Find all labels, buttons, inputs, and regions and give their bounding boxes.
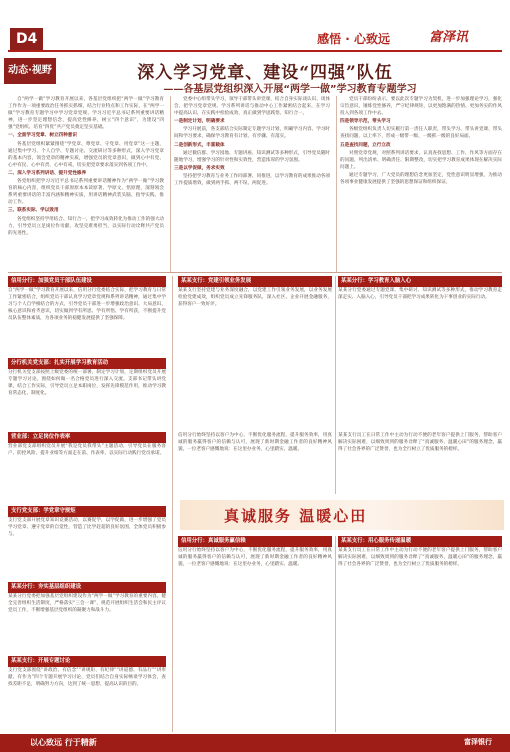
main-article-column-2 xyxy=(174,96,330,270)
article-paragraph: 党员干部纷纷表示，要以此次专题学习为契机，进一步加强理论学习，强化宗旨意识，锤炼党性修养，严守纪律规矩，以更加饱满的热情、更加务实的作风投入到各项工作中去。 xyxy=(340,97,502,117)
column-tag: 动态·视野 xyxy=(4,58,56,84)
story-body: 营业部党支部组织党员开展“我是党员我带头”主题活动，引导党员在服务客户、防控风险、提升业绩等方面走在前、作表率，以实际行动践行党员承诺。 xyxy=(8,444,166,457)
story-block xyxy=(8,432,166,502)
brand-logo-text: 富泽讯 xyxy=(428,30,468,45)
article-paragraph: 坚持把学习教育与业务工作同部署、同推进，以学习教育的成果推动各项工作提质增效，做到两手抓、两不误、两促进。 xyxy=(174,173,330,187)
story-block xyxy=(8,276,166,354)
story-title: 支行党支部：学党章守规矩 xyxy=(8,506,166,517)
article-paragraph: 通过专题学习，广大党员的理想信念更加坚定，党性意识明显增强，为推动各项事业健康发展提供了坚强的思想保证和组织保证。 xyxy=(340,172,502,186)
column-divider xyxy=(336,96,337,272)
article-subheading: 三是以学促做，务求实效 xyxy=(174,165,225,171)
story-title: 某某支行：用心服务传递温暖 xyxy=(338,536,502,547)
article-paragraph: 党委中心组带头学习，领导干部带头讲党课，结合自身实际谈认识、谈体会，把学习党章党规、学习系列讲话与推动中心工作紧密结合起来，在学习中提高认识，在实践中检验成效，真正做到学思践悟、知行合一。 xyxy=(174,97,330,117)
story-block xyxy=(178,276,332,428)
story-body: 支行党支部围绕“讲政治、有信念”“讲规矩、有纪律”“讲道德、有品行”“讲奉献、有作为”四个专题开展学习讨论，党员们结合自身实际畅谈学习体会，查找差距不足，明确努力方向，达到了统一思想、提高认识的目的。 xyxy=(8,668,166,688)
article-paragraph: 通过微信群、学习园地、专题讲座、知识测试等多种形式，引导党员随时随地学习，增强学习的针对性和实效性，营造浓厚的学习氛围。 xyxy=(174,150,330,163)
page-header xyxy=(0,0,510,54)
story-block xyxy=(8,656,166,732)
article-paragraph: 各级党组织负责人切实履行第一责任人职责，带头学习、带头讲党课、带头查找问题，以上率下，形成一级带一级、一级抓一级的良好局面。 xyxy=(340,127,502,140)
main-article-column-1 xyxy=(8,96,164,270)
footer-organization: 富泽银行 xyxy=(464,738,492,746)
article-paragraph: 对照党章党规，对照系列讲话要求，认真查找思想、工作、作风等方面存在的问题，列出清单、明确责任、限期整改，切实把学习教育成果体现在解决实际问题上。 xyxy=(340,150,502,170)
main-article-column-3 xyxy=(340,96,502,270)
page-footer xyxy=(0,734,510,752)
story-title: 某某支行：开展专题讨论 xyxy=(8,656,166,667)
story-title: 某某分行：夯实基层组织建设 xyxy=(8,582,166,593)
article-paragraph: 各党组织把学习习近平总书记系列重要讲话精神作为“两学一做”学习教育的核心内容，组织党员干部原原本本读原著、学原文、悟原理，深刻领会系列重要讲话的丰富内涵和精神实质，用讲话精神武装头脑、指导实践、推动工作。 xyxy=(8,179,164,206)
story-title: 某某分行：学习教育入脑入心 xyxy=(338,276,502,287)
story-body: 某某支行员工在日常工作中主动为行动不便的老年客户提供上门服务，帮助客户解决实际困难，以细致周到的服务诠释了“真诚服务、温暖心田”的服务理念，赢得了社会各界的广泛赞誉，也为全行树立了优质服务的榜样。 xyxy=(338,433,502,453)
service-banner xyxy=(180,500,504,530)
story-block xyxy=(338,276,502,428)
story-body: 分行机关党支部按照上级党委的统一部署，制定学习计划，定期组织党员开展专题学习讨论，围绕如何做一名合格党员进行深入交流。支部书记带头讲党课，结合工作实际，引导党员立足本职岗位，发挥先锋模范作用，推动学习教育常态化、制度化。 xyxy=(8,370,166,397)
story-body: 某某支行员工在日常工作中主动为行动不便的老年客户提供上门服务，帮助客户解决实际困难，以细致周到的服务诠释了“真诚服务、温暖心田”的服务理念，赢得了社会各界的广泛赞誉，也为全行树立了优质服务的榜样。 xyxy=(338,548,502,568)
story-block xyxy=(8,358,166,428)
story-block xyxy=(178,536,332,732)
article-paragraph: 学习开展前，各支部结合实际制定专题学习计划，明确学习内容、学习时间和学习要求，确保学习教育有计划、有步骤、有落实。 xyxy=(174,127,330,140)
page-subheadline: ——各基层党组织深入开展“两学一做”学习教育专题学习 xyxy=(163,84,417,95)
page-number-badge: D4 xyxy=(10,28,43,50)
story-body: 自“两学一做”学习教育开展以来，信用分行党委结合实际，把学习教育与日常工作紧密结合，组织党员干部认真学习党章党规和系列讲话精神，通过集中学习与个人自学相结合的方式，引导党员干部进一步增强政治意识、大局意识、核心意识和看齐意识，切实做到学有所思、学有所悟、学有所获，不断提升党员队伍整体素质，为各项业务的稳健发展提供了坚强保障。 xyxy=(8,288,166,322)
story-body: 某某支行坚持党建与业务深度融合，以党建工作引领业务发展，以业务发展检验党建成效，组织党员成立先锋服务队，深入社区、企业开展金融服务，获得客户一致好评。 xyxy=(178,288,332,308)
story-block xyxy=(338,536,502,732)
footer-slogan: 以心致远 行于精新 xyxy=(30,738,97,747)
section-divider xyxy=(8,272,502,273)
section-title: 感悟 · 心致远 xyxy=(317,32,390,46)
story-title: 营业部：立足岗位作表率 xyxy=(8,432,166,443)
article-paragraph: 自“两学一做”学习教育开展以来，各基层党组织把“两学一做”学习教育工作作为一项重要政治任务抓实抓细，结合行业特点和工作实际，在“两学一做”学习教育专题学习中学习党章党规、学习习近平总书记系列重要讲话精神，进一步坚定理想信念，提高党性修养，树立“四个意识”，为建设“四强”党组织、培育“四优”共产党员奠定坚实基础。 xyxy=(8,97,164,131)
page-headline: 深入学习党章、建设“四强”队伍 xyxy=(137,63,393,83)
story-body: 信用分行始终坚持以客户为中心，不断优化服务流程，提升服务效率，用真诚的服务赢得客户的信赖与认可，展现了新时期金融工作者的良好精神风貌。一位老客户感慨地说：在这里办业务，心里踏实、温暖。 xyxy=(178,548,332,568)
story-body: 某某分行党委通过专题党课、集中研讨、知识测试等多种形式，推动学习教育走深走实、入脑入心，引导党员干部把学习成果转化为干事创业的实际行动。 xyxy=(338,288,502,301)
header-divider xyxy=(8,50,502,52)
story-title: 某某支行：党建引领业务发展 xyxy=(178,276,332,287)
story-title: 信用分行：真诚服务赢信赖 xyxy=(178,536,332,547)
column-divider xyxy=(335,536,336,732)
story-block xyxy=(8,582,166,652)
article-subheading: 五是查找问题，立行立改 xyxy=(340,142,391,148)
story-block xyxy=(8,506,166,578)
article-subheading: 二、深入学习系列讲话、提升党性修养 xyxy=(8,170,87,176)
column-divider xyxy=(172,276,173,732)
article-paragraph: 各党组织坚持学用结合、知行合一，把学习成效转化为推动工作的强大动力，引导党员立足岗位作贡献、攻坚克难勇担当，以实际行动诠释共产党员的先进性。 xyxy=(8,216,164,236)
article-paragraph: 各基层党组织紧紧围绕“学党章、尊党章、守党章、用党章”这一主题，通过集中学习、个人自学、专题讨论、交流研讨等多种形式，深入学习党章的基本内容，领会党章的精神实质，增强党员的党章意识，做到心中有党、心中有民、心中有责、心中有戒，切实把党章要求落实到各项工作中。 xyxy=(8,141,164,168)
story-block xyxy=(338,432,502,496)
column-divider xyxy=(170,96,171,272)
story-body: 某某分行党委把加强基层党组织建设作为“两学一做”学习教育的重要内容，健全完善组织生活制度，严格落实“三会一课”，规范开展组织生活会和民主评议党员工作，不断增强基层党组织的凝聚力和战斗力。 xyxy=(8,594,166,614)
article-subheading: 四是领导示范，带头学习 xyxy=(340,119,391,125)
column-divider xyxy=(335,276,336,494)
story-body: 支行党支部开展党章知识竞赛活动，以赛促学，以学促做，进一步增强了党员学习党章、遵守党章的自觉性，营造了比学赶超的良好氛围，全体党员积极参与。 xyxy=(8,518,166,538)
banner-title: 真诚服务 温暖心田 xyxy=(224,507,368,525)
article-subheading: 一、全面学习党章、树立四种意识 xyxy=(8,133,77,139)
story-body: 信用分行始终坚持以客户为中心，不断优化服务流程，提升服务效率，用真诚的服务赢得客户的信赖与认可，展现了新时期金融工作者的良好精神风貌。一位老客户感慨地说：在这里办业务，心里踏实、温暖。 xyxy=(178,433,332,453)
article-subheading: 一是制定计划，明确要求 xyxy=(174,119,225,125)
article-subheading: 三、联系实际、学以致用 xyxy=(8,208,59,214)
story-title: 信用分行：加强党员干部队伍建设 xyxy=(8,276,166,287)
story-title: 分行机关党支部：扎实开展学习教育活动 xyxy=(8,358,166,369)
article-subheading: 二是创新形式，丰富载体 xyxy=(174,142,225,148)
story-block xyxy=(178,432,332,496)
